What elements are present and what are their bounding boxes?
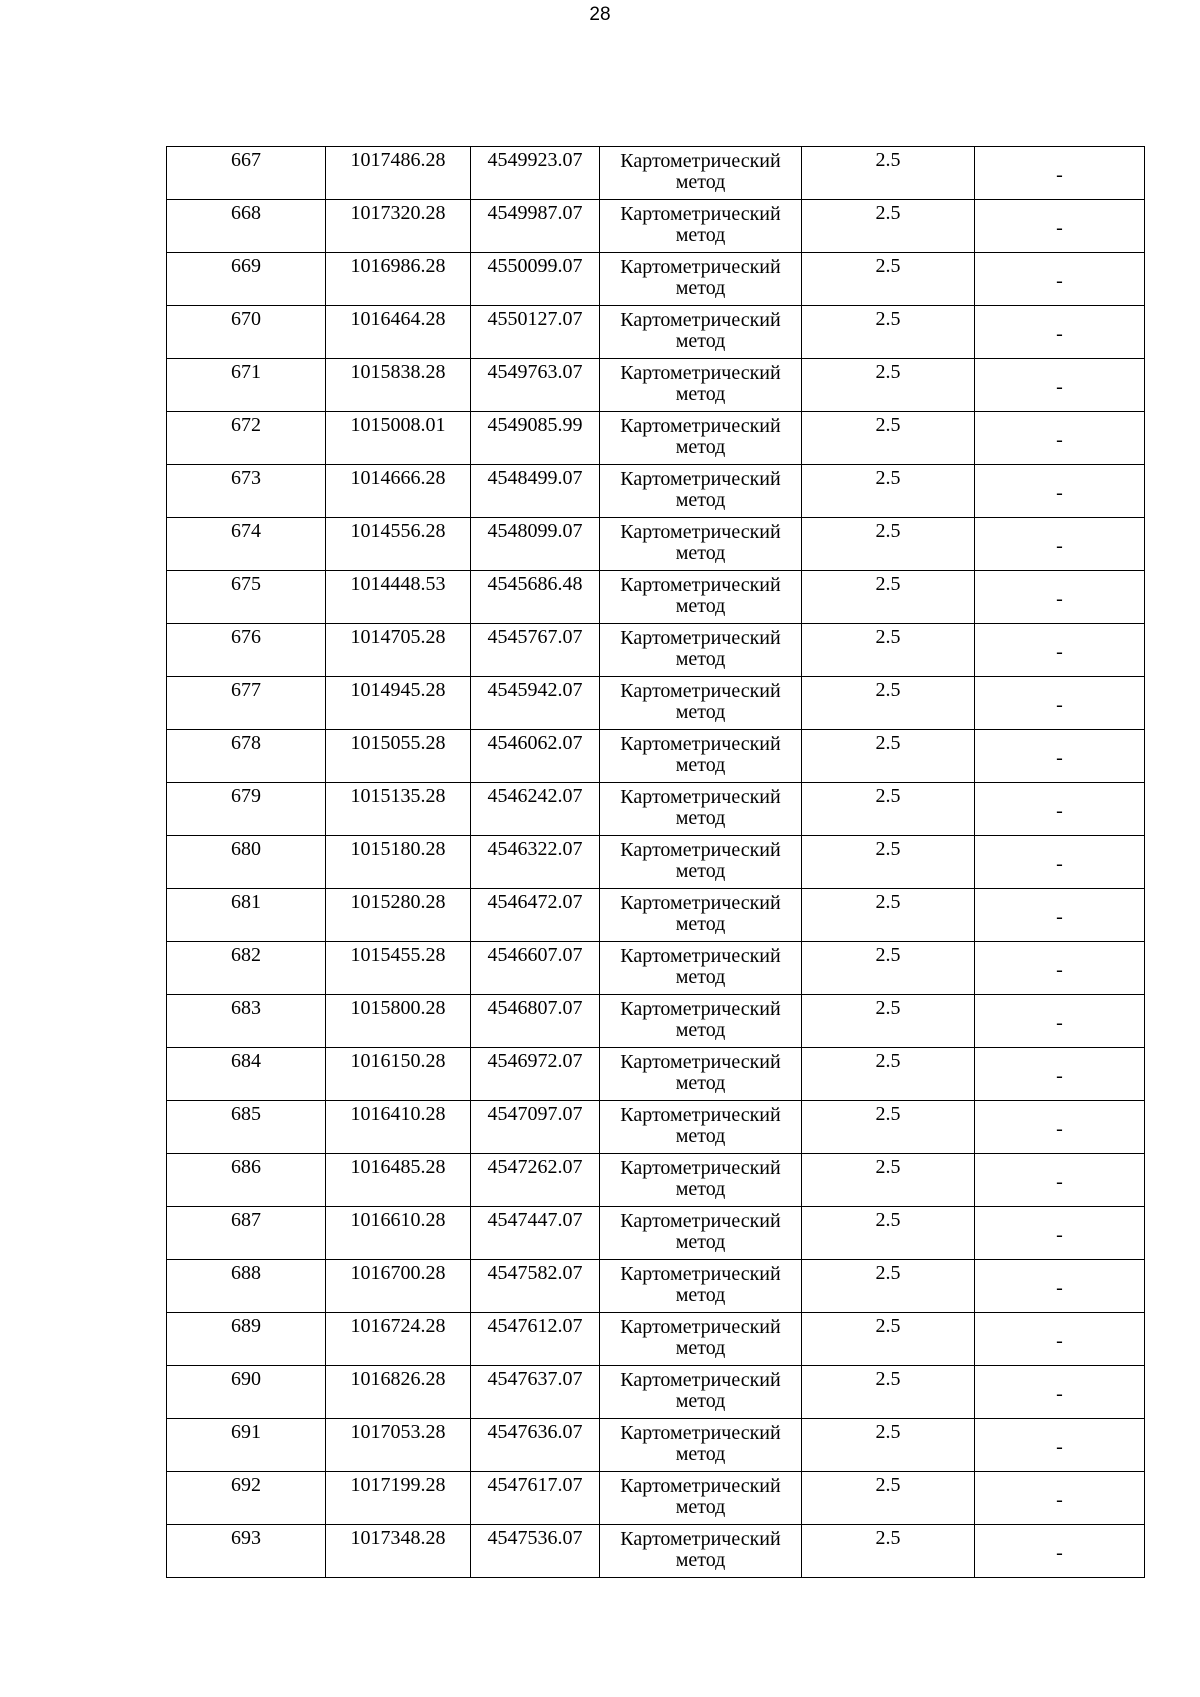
method-label-line2: метод (675, 1549, 726, 1571)
method-cell (600, 1472, 802, 1525)
method-cell (600, 836, 802, 889)
note-cell: - (975, 147, 1145, 200)
accuracy-cell: 2.5 (802, 518, 975, 571)
note-cell: - (975, 995, 1145, 1048)
method-label-line1: Картометрический (620, 1263, 781, 1285)
y-coordinate-cell: 4547262.07 (471, 1154, 600, 1207)
table-row (167, 995, 1145, 1048)
point-number-cell: 672 (167, 412, 326, 465)
method-cell (600, 1313, 802, 1366)
note-cell: - (975, 1419, 1145, 1472)
method-cell (600, 253, 802, 306)
method-label-line1: Картометрический (620, 468, 781, 490)
note-cell: - (975, 624, 1145, 677)
method-label-line1: Картометрический (620, 627, 781, 649)
note-cell: - (975, 359, 1145, 412)
point-number-cell: 673 (167, 465, 326, 518)
x-coordinate-cell: 1017486.28 (326, 147, 471, 200)
note-cell: - (975, 1313, 1145, 1366)
note-cell: - (975, 253, 1145, 306)
method-label-line1: Картометрический (620, 945, 781, 967)
x-coordinate-cell: 1014448.53 (326, 571, 471, 624)
y-coordinate-cell: 4546607.07 (471, 942, 600, 995)
accuracy-cell: 2.5 (802, 1101, 975, 1154)
method-label-line2: метод (675, 542, 726, 564)
point-number-cell: 689 (167, 1313, 326, 1366)
note-cell: - (975, 200, 1145, 253)
accuracy-cell: 2.5 (802, 730, 975, 783)
method-cell (600, 889, 802, 942)
point-number-cell: 688 (167, 1260, 326, 1313)
y-coordinate-cell: 4549923.07 (471, 147, 600, 200)
accuracy-cell: 2.5 (802, 306, 975, 359)
method-cell (600, 1101, 802, 1154)
point-number-cell: 681 (167, 889, 326, 942)
method-cell (600, 147, 802, 200)
x-coordinate-cell: 1017320.28 (326, 200, 471, 253)
note-cell: - (975, 1366, 1145, 1419)
x-coordinate-cell: 1016410.28 (326, 1101, 471, 1154)
method-label-line2: метод (675, 383, 726, 405)
method-cell (600, 995, 802, 1048)
method-label-line2: метод (675, 277, 726, 299)
method-cell (600, 624, 802, 677)
method-label-line2: метод (675, 1443, 726, 1465)
method-label-line2: метод (675, 754, 726, 776)
accuracy-cell: 2.5 (802, 200, 975, 253)
point-number-cell: 674 (167, 518, 326, 571)
table-row (167, 624, 1145, 677)
accuracy-cell: 2.5 (802, 1260, 975, 1313)
method-label-line1: Картометрический (620, 733, 781, 755)
method-label-line1: Картометрический (620, 1475, 781, 1497)
table-row (167, 889, 1145, 942)
accuracy-cell: 2.5 (802, 624, 975, 677)
x-coordinate-cell: 1016485.28 (326, 1154, 471, 1207)
table-row (167, 147, 1145, 200)
note-cell: - (975, 1154, 1145, 1207)
y-coordinate-cell: 4549085.99 (471, 412, 600, 465)
accuracy-cell: 2.5 (802, 1154, 975, 1207)
method-label-line1: Картометрический (620, 1051, 781, 1073)
table-row (167, 1525, 1145, 1578)
method-cell (600, 1366, 802, 1419)
accuracy-cell: 2.5 (802, 995, 975, 1048)
method-label-line1: Картометрический (620, 1157, 781, 1179)
method-cell (600, 306, 802, 359)
method-label-line2: метод (675, 330, 726, 352)
table-body (167, 147, 1145, 1578)
method-label-line2: метод (675, 1390, 726, 1412)
table-row (167, 1366, 1145, 1419)
note-cell: - (975, 836, 1145, 889)
x-coordinate-cell: 1015055.28 (326, 730, 471, 783)
x-coordinate-cell: 1015838.28 (326, 359, 471, 412)
x-coordinate-cell: 1016150.28 (326, 1048, 471, 1101)
method-cell (600, 359, 802, 412)
note-cell: - (975, 465, 1145, 518)
method-label-line1: Картометрический (620, 1210, 781, 1232)
note-cell: - (975, 942, 1145, 995)
note-cell: - (975, 306, 1145, 359)
method-label-line2: метод (675, 1284, 726, 1306)
accuracy-cell: 2.5 (802, 412, 975, 465)
accuracy-cell: 2.5 (802, 1207, 975, 1260)
table-row (167, 783, 1145, 836)
note-cell: - (975, 412, 1145, 465)
accuracy-cell: 2.5 (802, 1472, 975, 1525)
method-label-line2: метод (675, 1019, 726, 1041)
x-coordinate-cell: 1014666.28 (326, 465, 471, 518)
point-number-cell: 690 (167, 1366, 326, 1419)
y-coordinate-cell: 4545942.07 (471, 677, 600, 730)
accuracy-cell: 2.5 (802, 677, 975, 730)
x-coordinate-cell: 1017053.28 (326, 1419, 471, 1472)
method-label-line2: метод (675, 1178, 726, 1200)
y-coordinate-cell: 4547637.07 (471, 1366, 600, 1419)
y-coordinate-cell: 4548499.07 (471, 465, 600, 518)
y-coordinate-cell: 4546472.07 (471, 889, 600, 942)
point-number-cell: 691 (167, 1419, 326, 1472)
accuracy-cell: 2.5 (802, 942, 975, 995)
y-coordinate-cell: 4547617.07 (471, 1472, 600, 1525)
x-coordinate-cell: 1015008.01 (326, 412, 471, 465)
accuracy-cell: 2.5 (802, 1366, 975, 1419)
method-label-line2: метод (675, 595, 726, 617)
note-cell: - (975, 1472, 1145, 1525)
point-number-cell: 671 (167, 359, 326, 412)
method-cell (600, 1260, 802, 1313)
y-coordinate-cell: 4546242.07 (471, 783, 600, 836)
table-row (167, 836, 1145, 889)
method-label-line1: Картометрический (620, 1104, 781, 1126)
y-coordinate-cell: 4547097.07 (471, 1101, 600, 1154)
method-label-line2: метод (675, 1125, 726, 1147)
y-coordinate-cell: 4546807.07 (471, 995, 600, 1048)
x-coordinate-cell: 1014705.28 (326, 624, 471, 677)
note-cell: - (975, 889, 1145, 942)
method-label-line2: метод (675, 436, 726, 458)
method-label-line2: метод (675, 1072, 726, 1094)
table-row (167, 677, 1145, 730)
method-label-line2: метод (675, 860, 726, 882)
method-cell (600, 1419, 802, 1472)
method-label-line1: Картометрический (620, 786, 781, 808)
point-number-cell: 680 (167, 836, 326, 889)
point-number-cell: 667 (167, 147, 326, 200)
point-number-cell: 678 (167, 730, 326, 783)
method-cell (600, 412, 802, 465)
table-row (167, 412, 1145, 465)
method-cell (600, 1207, 802, 1260)
accuracy-cell: 2.5 (802, 465, 975, 518)
method-label-line2: метод (675, 1496, 726, 1518)
method-label-line1: Картометрический (620, 1316, 781, 1338)
point-number-cell: 675 (167, 571, 326, 624)
method-label-line2: метод (675, 1231, 726, 1253)
x-coordinate-cell: 1016826.28 (326, 1366, 471, 1419)
y-coordinate-cell: 4547612.07 (471, 1313, 600, 1366)
x-coordinate-cell: 1015800.28 (326, 995, 471, 1048)
point-number-cell: 687 (167, 1207, 326, 1260)
method-label-line2: метод (675, 701, 726, 723)
note-cell: - (975, 730, 1145, 783)
accuracy-cell: 2.5 (802, 889, 975, 942)
note-cell: - (975, 783, 1145, 836)
table-row (167, 571, 1145, 624)
page-number: 28 (589, 4, 611, 25)
y-coordinate-cell: 4547536.07 (471, 1525, 600, 1578)
table-row (167, 306, 1145, 359)
point-number-cell: 693 (167, 1525, 326, 1578)
method-label-line2: метод (675, 171, 726, 193)
point-number-cell: 684 (167, 1048, 326, 1101)
accuracy-cell: 2.5 (802, 253, 975, 306)
x-coordinate-cell: 1016700.28 (326, 1260, 471, 1313)
note-cell: - (975, 1207, 1145, 1260)
x-coordinate-cell: 1015135.28 (326, 783, 471, 836)
coordinates-table (166, 146, 1145, 1578)
accuracy-cell: 2.5 (802, 571, 975, 624)
method-cell (600, 677, 802, 730)
y-coordinate-cell: 4546062.07 (471, 730, 600, 783)
point-number-cell: 682 (167, 942, 326, 995)
x-coordinate-cell: 1017348.28 (326, 1525, 471, 1578)
table-row (167, 1419, 1145, 1472)
method-label-line1: Картометрический (620, 839, 781, 861)
method-cell (600, 200, 802, 253)
note-cell: - (975, 1260, 1145, 1313)
y-coordinate-cell: 4546972.07 (471, 1048, 600, 1101)
method-label-line2: метод (675, 489, 726, 511)
method-cell (600, 1154, 802, 1207)
point-number-cell: 685 (167, 1101, 326, 1154)
method-cell (600, 730, 802, 783)
method-cell (600, 1525, 802, 1578)
y-coordinate-cell: 4545767.07 (471, 624, 600, 677)
table-row (167, 942, 1145, 995)
point-number-cell: 692 (167, 1472, 326, 1525)
y-coordinate-cell: 4547447.07 (471, 1207, 600, 1260)
table-row (167, 1207, 1145, 1260)
method-cell (600, 783, 802, 836)
accuracy-cell: 2.5 (802, 836, 975, 889)
method-label-line1: Картометрический (620, 892, 781, 914)
method-label-line1: Картометрический (620, 150, 781, 172)
method-label-line1: Картометрический (620, 521, 781, 543)
x-coordinate-cell: 1015455.28 (326, 942, 471, 995)
y-coordinate-cell: 4547582.07 (471, 1260, 600, 1313)
table-row (167, 465, 1145, 518)
x-coordinate-cell: 1014945.28 (326, 677, 471, 730)
x-coordinate-cell: 1015180.28 (326, 836, 471, 889)
y-coordinate-cell: 4546322.07 (471, 836, 600, 889)
table-row (167, 1101, 1145, 1154)
table-row (167, 1313, 1145, 1366)
table-row (167, 1154, 1145, 1207)
method-label-line2: метод (675, 913, 726, 935)
accuracy-cell: 2.5 (802, 783, 975, 836)
x-coordinate-cell: 1016724.28 (326, 1313, 471, 1366)
point-number-cell: 670 (167, 306, 326, 359)
y-coordinate-cell: 4545686.48 (471, 571, 600, 624)
method-label-line1: Картометрический (620, 256, 781, 278)
note-cell: - (975, 571, 1145, 624)
method-label-line1: Картометрический (620, 1422, 781, 1444)
table-row (167, 1472, 1145, 1525)
y-coordinate-cell: 4550127.07 (471, 306, 600, 359)
accuracy-cell: 2.5 (802, 1419, 975, 1472)
note-cell: - (975, 1048, 1145, 1101)
point-number-cell: 668 (167, 200, 326, 253)
table-row (167, 1048, 1145, 1101)
method-label-line1: Картометрический (620, 309, 781, 331)
method-label-line2: метод (675, 224, 726, 246)
note-cell: - (975, 518, 1145, 571)
accuracy-cell: 2.5 (802, 1313, 975, 1366)
method-cell (600, 518, 802, 571)
method-label-line1: Картометрический (620, 1369, 781, 1391)
method-label-line1: Картометрический (620, 680, 781, 702)
table-row (167, 518, 1145, 571)
table-row (167, 359, 1145, 412)
accuracy-cell: 2.5 (802, 1525, 975, 1578)
table-row (167, 253, 1145, 306)
point-number-cell: 683 (167, 995, 326, 1048)
table-row (167, 200, 1145, 253)
accuracy-cell: 2.5 (802, 359, 975, 412)
method-label-line1: Картометрический (620, 362, 781, 384)
method-label-line1: Картометрический (620, 574, 781, 596)
note-cell: - (975, 677, 1145, 730)
point-number-cell: 677 (167, 677, 326, 730)
method-cell (600, 1048, 802, 1101)
method-label-line1: Картометрический (620, 415, 781, 437)
method-cell (600, 571, 802, 624)
x-coordinate-cell: 1015280.28 (326, 889, 471, 942)
y-coordinate-cell: 4547636.07 (471, 1419, 600, 1472)
method-label-line2: метод (675, 807, 726, 829)
method-label-line2: метод (675, 1337, 726, 1359)
method-label-line1: Картометрический (620, 998, 781, 1020)
x-coordinate-cell: 1014556.28 (326, 518, 471, 571)
method-label-line2: метод (675, 648, 726, 670)
point-number-cell: 686 (167, 1154, 326, 1207)
point-number-cell: 669 (167, 253, 326, 306)
x-coordinate-cell: 1016464.28 (326, 306, 471, 359)
note-cell: - (975, 1525, 1145, 1578)
method-cell (600, 465, 802, 518)
y-coordinate-cell: 4550099.07 (471, 253, 600, 306)
point-number-cell: 679 (167, 783, 326, 836)
method-cell (600, 942, 802, 995)
table-row (167, 1260, 1145, 1313)
method-label-line1: Картометрический (620, 1528, 781, 1550)
point-number-cell: 676 (167, 624, 326, 677)
x-coordinate-cell: 1017199.28 (326, 1472, 471, 1525)
y-coordinate-cell: 4549987.07 (471, 200, 600, 253)
y-coordinate-cell: 4548099.07 (471, 518, 600, 571)
accuracy-cell: 2.5 (802, 1048, 975, 1101)
x-coordinate-cell: 1016986.28 (326, 253, 471, 306)
note-cell: - (975, 1101, 1145, 1154)
x-coordinate-cell: 1016610.28 (326, 1207, 471, 1260)
y-coordinate-cell: 4549763.07 (471, 359, 600, 412)
table-row (167, 730, 1145, 783)
accuracy-cell: 2.5 (802, 147, 975, 200)
method-label-line2: метод (675, 966, 726, 988)
method-label-line1: Картометрический (620, 203, 781, 225)
